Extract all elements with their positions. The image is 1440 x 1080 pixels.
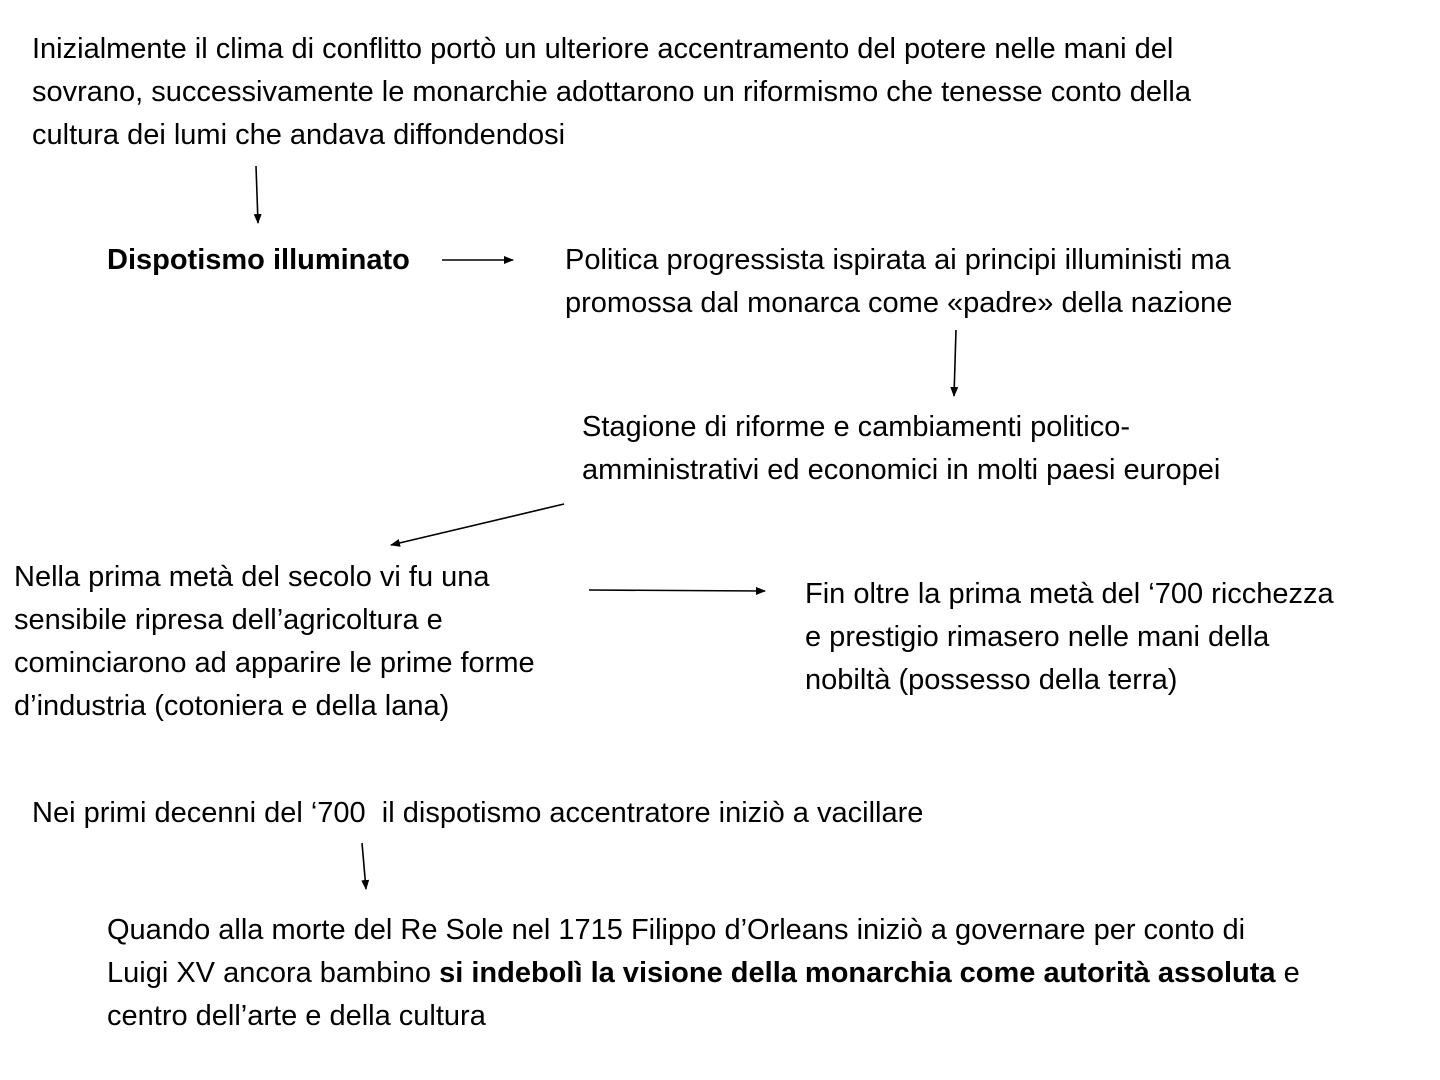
- nobility-line: Fin oltre la prima metà del ‘700 ricchezza: [805, 578, 1334, 610]
- arrow-definition-to-reforms: [954, 330, 956, 396]
- agriculture-line: d’industria (cotoniera e della lana): [14, 690, 450, 722]
- arrow-intro-to-term: [256, 166, 258, 223]
- arrow-reforms-to-agriculture: [391, 504, 564, 545]
- agriculture-box: [14, 556, 535, 728]
- regency-line-2: [107, 952, 1300, 995]
- intro-line: sovrano, successivamente le monarchie adottarono un riformismo che tenesse conto della: [32, 76, 1191, 108]
- nobility-line: e prestigio rimasero nelle mani della: [805, 621, 1270, 653]
- intro-paragraph: [32, 28, 1191, 157]
- nobility-line: nobiltà (possesso della terra): [805, 664, 1178, 696]
- definition-line: promossa dal monarca come «padre» della nazione: [565, 287, 1233, 319]
- reforms-box: [582, 406, 1220, 492]
- regency-line-1: Quando alla morte del Re Sole nel 1715 Filippo d’Orleans iniziò a governare per conto di: [107, 914, 1246, 946]
- definition-line: Politica progressista ispirata ai principi illuministi ma: [565, 244, 1231, 276]
- intro-line: cultura dei lumi che andava diffondendosi: [32, 119, 566, 151]
- regency-line-2-start: Luigi XV ancora bambino: [107, 957, 440, 989]
- regency-paragraph: [107, 909, 1300, 1038]
- agriculture-line: Nella prima metà del secolo vi fu una: [14, 561, 490, 593]
- agriculture-line: cominciarono ad apparire le prime forme: [14, 647, 535, 679]
- arrow-agriculture-to-nobility: [589, 590, 765, 591]
- definition-box: [565, 239, 1232, 325]
- nobility-box: [805, 573, 1334, 702]
- regency-line-2-end: e: [1275, 957, 1300, 989]
- reforms-line: Stagione di riforme e cambiamenti politico-: [582, 411, 1131, 443]
- regency-emphasis: si indebolì la visione della monarchia come autorità assoluta: [439, 957, 1276, 989]
- agriculture-line: sensibile ripresa dell’agricoltura e: [14, 604, 443, 636]
- decline-statement: Nei primi decenni del ‘700 il dispotismo accentratore iniziò a vacillare: [32, 797, 924, 829]
- regency-line-3: centro dell’arte e della cultura: [107, 1000, 486, 1032]
- arrow-decline-to-regency: [362, 843, 366, 889]
- reforms-line: amministrativi ed economici in molti paesi europei: [582, 454, 1221, 486]
- intro-line: Inizialmente il clima di conflitto portò un ulteriore accentramento del potere nelle mani del: [32, 33, 1174, 65]
- term-dispotismo-illuminato: Dispotismo illuminato: [107, 244, 410, 276]
